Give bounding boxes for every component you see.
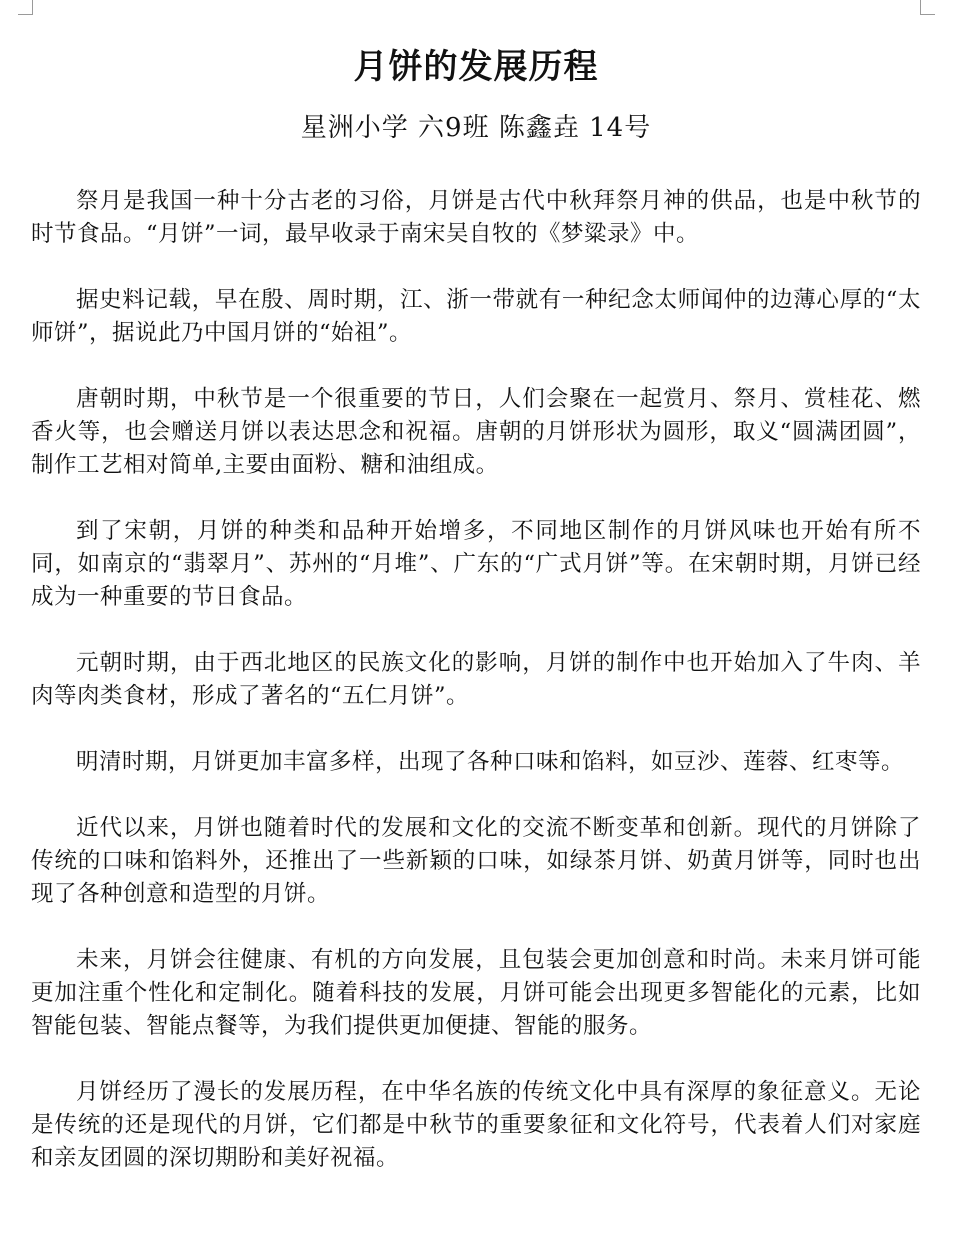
paragraph: 明清时期，月饼更加丰富多样，出现了各种口味和馅料，如豆沙、莲蓉、红枣等。 (76, 749, 905, 775)
paragraph: 唐朝时期，中秋节是一个很重要的节日，人们会聚在一起赏月、祭月、赏桂花、燃香火等，也会赠送月饼以表达思念和祝福。唐朝的月饼形状为圆形，取义“圆满团圆”，制作工艺相对简单,主要由面粉、糖和油组成。 (31, 386, 921, 478)
paragraph: 元朝时期，由于西北地区的民族文化的影响，月饼的制作中也开始加入了牛肉、羊肉等肉类食材，形成了著名的“五仁月饼”。 (31, 650, 921, 709)
page-corner-mark-right (920, 0, 935, 15)
page-corner-mark-left (18, 0, 33, 15)
paragraph: 未来，月饼会往健康、有机的方向发展，且包装会更加创意和时尚。未来月饼可能更加注重个性化和定制化。随着科技的发展，月饼可能会出现更多智能化的元素，比如智能包装、智能点餐等，为我们提供更加便捷、智能的服务。 (31, 947, 921, 1039)
document-page (31, 40, 921, 1175)
paragraph: 近代以来，月饼也随着时代的发展和文化的交流不断变革和创新。现代的月饼除了传统的口味和馅料外，还推出了一些新颖的口味，如绿茶月饼、奶黄月饼等，同时也出现了各种创意和造型的月饼。 (31, 815, 921, 907)
document-body (31, 185, 921, 1175)
paragraph: 祭月是我国一种十分古老的习俗，月饼是古代中秋拜祭月神的供品，也是中秋节的时节食品。“月饼”一词，最早收录于南宋吴自牧的《梦粱录》中。 (31, 188, 921, 247)
paragraph: 到了宋朝，月饼的种类和品种开始增多，不同地区制作的月饼风味也开始有所不同，如南京的“翡翠月”、苏州的“月堆”、广东的“广式月饼”等。在宋朝时期，月饼已经成为一种重要的节日食品。 (31, 518, 921, 610)
document-subtitle: 星洲小学 六9班 陈鑫垚 14号 (300, 113, 652, 143)
paragraph: 据史料记载，早在殷、周时期，江、浙一带就有一种纪念太师闻仲的边薄心厚的“太师饼”，据说此乃中国月饼的“始祖”。 (31, 287, 921, 346)
document-title: 月饼的发展历程 (353, 47, 599, 87)
paragraph: 月饼经历了漫长的发展历程，在中华名族的传统文化中具有深厚的象征意义。无论是传统的还是现代的月饼，它们都是中秋节的重要象征和文化符号，代表着人们对家庭和亲友团圆的深切期盼和美好祝福。 (31, 1079, 921, 1171)
